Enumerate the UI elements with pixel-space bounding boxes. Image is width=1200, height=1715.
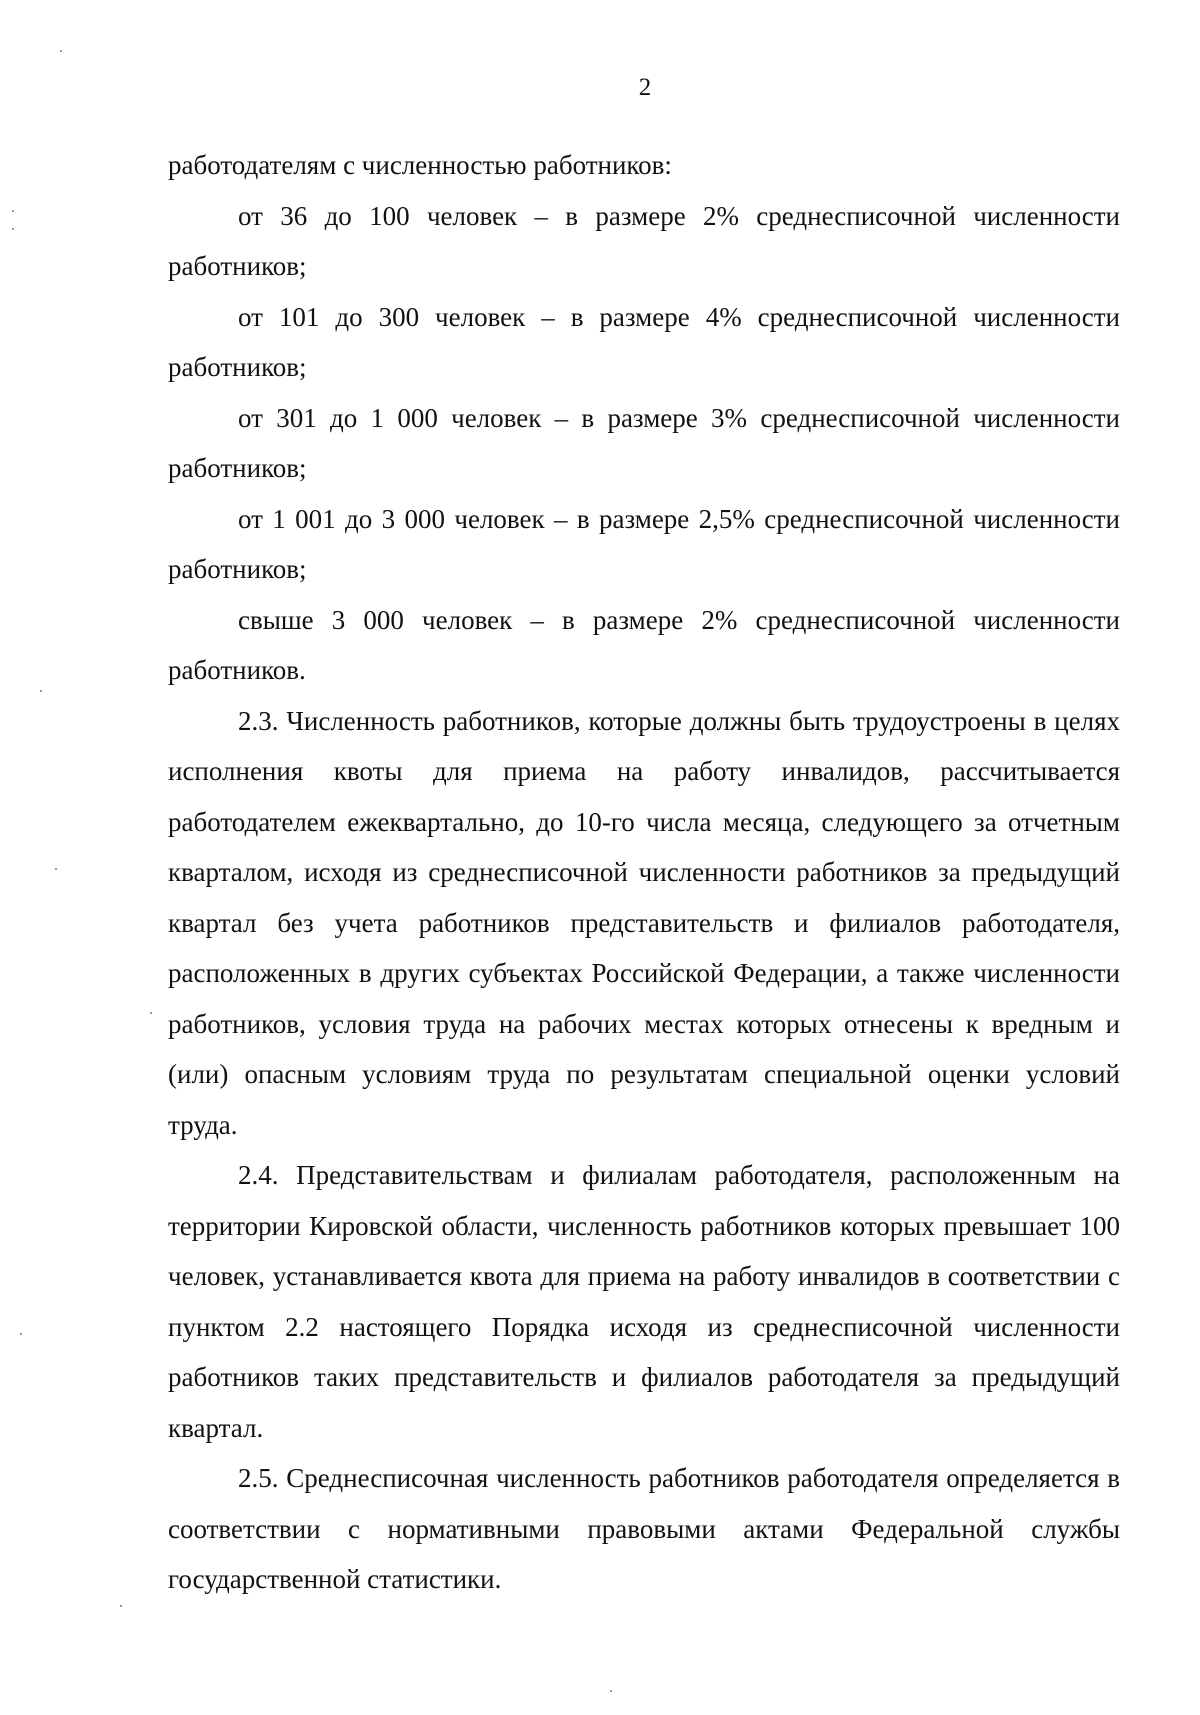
scan-speck (40, 690, 42, 692)
paragraph-quota-301-1000: от 301 до 1 000 человек – в размере 3% среднесписочной численности работников; (168, 402, 1120, 483)
scan-speck (12, 228, 14, 230)
page-number: 2 (638, 74, 652, 101)
scan-speck (55, 868, 57, 870)
scan-speck (120, 1605, 122, 1607)
scan-speck (610, 1690, 612, 1692)
document-body (168, 140, 1120, 1605)
paragraph-quota-101-300: от 101 до 300 человек – в размере 4% среднесписочной численности работников; (168, 301, 1120, 382)
paragraph-quota-36-100: от 36 до 100 человек – в размере 2% среднесписочной численности работников; (168, 200, 1120, 281)
scan-speck (150, 1012, 152, 1014)
scan-speck (12, 210, 14, 212)
paragraph-2-3: 2.3. Численность работников, которые должны быть трудоустроены в целях исполнения квоты для приема на работу инвалидов, рассчитывается работодателем ежеквартально, до 10-го числа месяца, следующего за отчетным кварталом, исходя из среднесписочной численности работников за предыдущий квартал без учета работников представительств и филиалов работодателя, расположенных в других субъектах Российской Федерации, а также численности работников, условия труда на рабочих местах которых отнесены к вредным и (или) опасным условиям труда по результатам специальной оценки условий труда. (168, 705, 1120, 1140)
scan-speck (60, 50, 62, 52)
paragraph-2-4: 2.4. Представительствам и филиалам работодателя, расположенным на территории Кировской области, численность работников которых превышает 100 человек, устанавливается квота для приема на работу инвалидов в соответствии с пунктом 2.2 настоящего Порядка исходя из среднесписочной численности работников таких представительств и филиалов работодателя за предыдущий квартал. (168, 1160, 1120, 1443)
paragraph-quota-over-3000: свыше 3 000 человек – в размере 2% среднесписочной численности работников. (168, 604, 1120, 685)
paragraph-quota-1001-3000: от 1 001 до 3 000 человек – в размере 2,5% среднесписочной численности работников; (168, 503, 1120, 584)
paragraph-intro: работодателям с численностью работников: (168, 150, 672, 180)
paragraph-2-5: 2.5. Среднесписочная численность работников работодателя определяется в соответствии с нормативными правовыми актами Федеральной службы государственной статистики. (168, 1463, 1120, 1594)
scan-speck (20, 1333, 22, 1335)
